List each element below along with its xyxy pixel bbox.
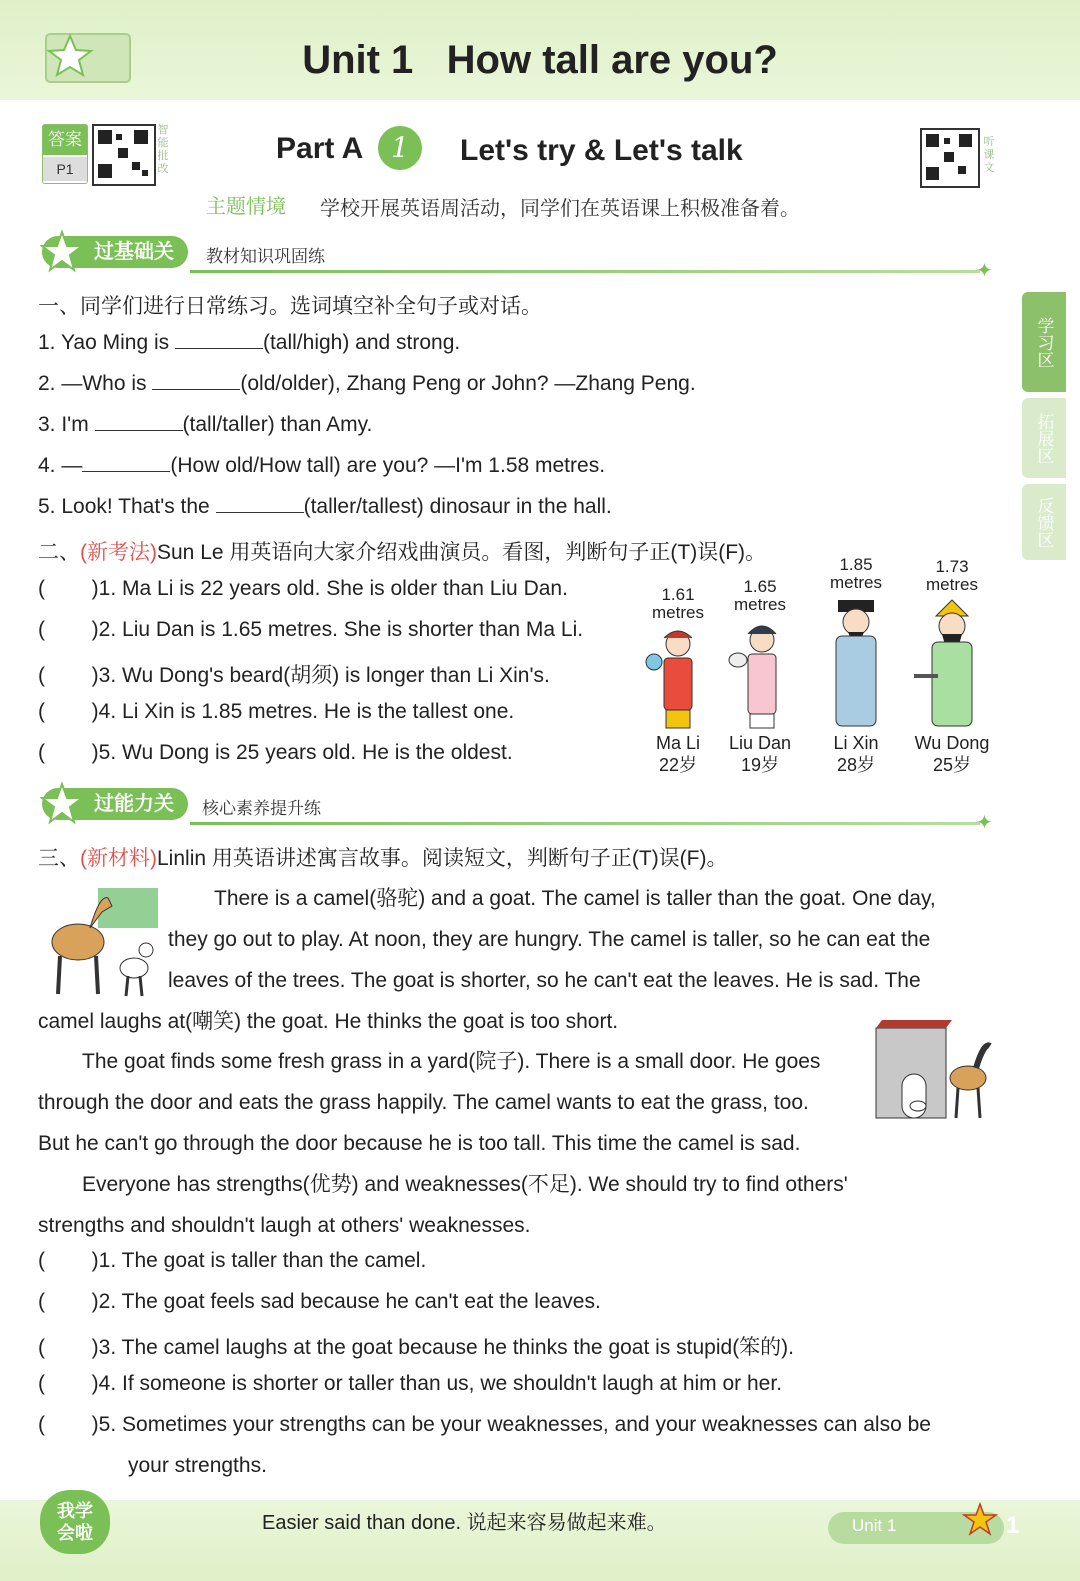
q3-item[interactable]: ( )1. The goat is taller than the camel. (38, 1249, 427, 1272)
qr-left-label: 智能批改 (157, 124, 169, 175)
q3-item-continuation: your strengths. (128, 1454, 267, 1477)
answer-blank[interactable] (216, 494, 304, 513)
opera-girl-icon (722, 614, 798, 732)
theme-label: 主题情境 (206, 196, 286, 218)
part-label: Part A (276, 132, 364, 165)
section-divider (190, 270, 980, 273)
answer-page: P1 (43, 157, 87, 181)
answer-blank[interactable] (175, 330, 263, 349)
answer-blank[interactable] (82, 453, 170, 472)
unit-title: Unit 1 How tall are you? (302, 38, 778, 82)
q1-item: 3. I'm (tall/taller) than Amy. (38, 413, 373, 436)
star-deco-icon: ✦ (976, 812, 993, 834)
qr-right-label: 听课文 (983, 136, 995, 174)
q3-item[interactable]: ( )5. Sometimes your strengths can be your weaknesses, and your weaknesses can also be (38, 1413, 931, 1436)
q1-item: 1. Yao Ming is (tall/high) and strong. (38, 331, 461, 354)
answer-blank[interactable] (95, 412, 183, 431)
q2-item[interactable]: ( )3. Wu Dong's beard(胡须) is longer than Li Xin's. (38, 664, 550, 687)
page-number: 1 (1006, 1512, 1020, 1539)
q2-heading: 二、(新考法)Sun Le 用英语向大家介绍戏曲演员。看图，判断句子正(T)误(F)。 (38, 541, 767, 564)
q2-item[interactable]: ( )5. Wu Dong is 25 years old. He is the oldest. (38, 741, 513, 764)
story-paragraph-2: The goat finds some fresh grass in a yard(院子). There is a small door. He goes through the door and eats the grass happily. The camel wants to eat the grass, too. But he can't go through the door because he is too tall. This time the camel is sad. (38, 1050, 821, 1155)
part-title: Let's try & Let's talk (460, 134, 743, 167)
character-wu-dong: 1.73 metres Wu Dong 25岁 (910, 558, 994, 788)
section-ability-title: 过能力关 (42, 788, 188, 820)
section-basic-subtitle: 教材知识巩固练 (206, 247, 325, 266)
q2-item[interactable]: ( )2. Liu Dan is 1.65 metres. She is shorter than Ma Li. (38, 618, 584, 641)
star-deco-icon: ✦ (976, 260, 993, 282)
tab-study[interactable]: 学习区 (1022, 292, 1066, 392)
footer-unit: Unit 1 (852, 1516, 897, 1535)
character-liu-dan: 1.65 metres Liu Dan 19岁 (722, 578, 798, 788)
q3-item[interactable]: ( )4. If someone is shorter or taller than us, we shouldn't laugh at him or her. (38, 1372, 783, 1395)
answer-blank[interactable] (152, 371, 240, 390)
star-badge-icon (40, 782, 84, 826)
qr-code-right[interactable] (920, 128, 980, 188)
section-divider (190, 822, 980, 825)
q2-item[interactable]: ( )4. Li Xin is 1.85 metres. He is the tallest one. (38, 700, 515, 723)
theme-text: 学校开展英语周活动，同学们在英语课上积极准备着。 (320, 196, 800, 220)
section-ability-subtitle: 核心素养提升练 (202, 799, 321, 818)
q2-item[interactable]: ( )1. Ma Li is 22 years old. She is older than Liu Dan. (38, 577, 568, 600)
q1-item: 4. — (How old/How tall) are you? —I'm 1.58 metres. (38, 454, 606, 477)
footer-star-icon (962, 1502, 998, 1538)
story-paragraph-3: Everyone has strengths(优势) and weaknesses(不足). We should try to find others' strengths and shouldn't laugh at others' weaknesses. (38, 1173, 848, 1237)
tab-feedback[interactable]: 反馈区 (1022, 484, 1066, 560)
q3-item[interactable]: ( )3. The camel laughs at the goat because he thinks the goat is stupid(笨的). (38, 1336, 795, 1359)
part-number-badge: 1 (378, 126, 422, 170)
camel-door-picture (872, 1018, 994, 1122)
tab-extend[interactable]: 拓展区 (1022, 398, 1066, 478)
q1-heading: 一、同学们进行日常练习。选词填空补全句子或对话。 (38, 295, 542, 318)
footer-badge: 我学会啦 (40, 1490, 110, 1554)
qr-code-left[interactable] (92, 124, 156, 186)
story-paragraph-1: There is a camel(骆驼) and a goat. The camel is taller than the goat. One day, they go out to play. At noon, they are hungry. The camel is taller, so he can eat the leaves of the trees. The goat is shorter, so he can't eat the leaves. He is sad. The camel laughs at(嘲笑) the goat. He thinks the goat is too short. (38, 887, 936, 1033)
opera-man-icon (910, 594, 994, 732)
section-basic-title: 过基础关 (42, 236, 188, 268)
answer-label: 答案 (43, 125, 87, 155)
opera-girl-icon (640, 622, 716, 732)
footer-proverb: Easier said than done. 说起来容易做起来难。 (262, 1512, 667, 1534)
q3-heading: 三、(新材料)Linlin 用英语讲述寓言故事。阅读短文，判断句子正(T)误(F)。 (38, 847, 728, 870)
q3-item[interactable]: ( )2. The goat feels sad because he can't eat the leaves. (38, 1290, 601, 1313)
opera-man-icon (816, 592, 896, 732)
character-li-xin: 1.85 metres Li Xin 28岁 (816, 556, 896, 786)
answer-button[interactable] (42, 124, 88, 184)
q1-item: 5. Look! That's the (taller/tallest) dinosaur in the hall. (38, 495, 612, 518)
character-ma-li: 1.61 metres Ma Li 22岁 (640, 586, 716, 786)
q1-item: 2. —Who is (old/older), Zhang Peng or John? —Zhang Peng. (38, 372, 696, 395)
star-badge-icon (40, 230, 84, 274)
